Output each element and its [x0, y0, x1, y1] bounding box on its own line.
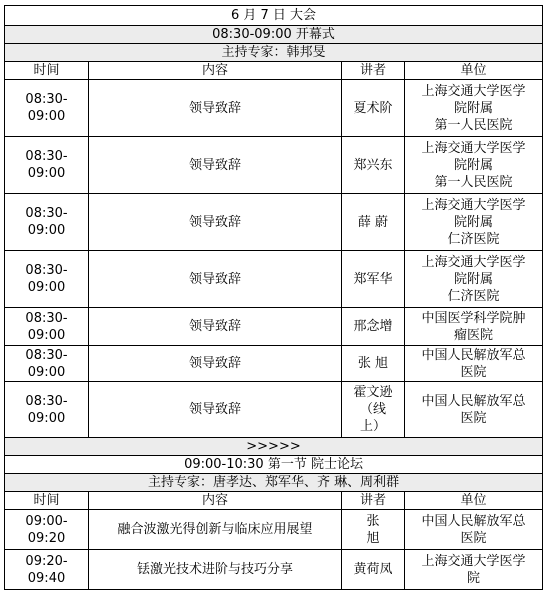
unit-line: 上海交通大学医学: [421, 553, 526, 569]
speaker-line: 旭: [366, 530, 380, 546]
header-time: 时间: [5, 492, 89, 510]
unit-line: 医院: [460, 364, 487, 380]
speaker-line: （线: [359, 402, 386, 417]
time-cell: [5, 137, 89, 194]
time-start: 08:30-: [25, 263, 68, 278]
unit-line: 院附属: [454, 100, 494, 116]
content-cell: 铥激光技术进阶与技巧分享: [89, 550, 342, 590]
speaker-cell: [342, 194, 405, 251]
table-row: [5, 251, 543, 308]
table-row: [5, 510, 543, 550]
header-time: 时间: [5, 62, 89, 80]
speaker-line: 张 旭: [357, 356, 389, 371]
time-start: 08:30-: [25, 206, 68, 221]
session2-time: 09:00-10:30 第一节 院士论坛: [5, 456, 543, 474]
content-cell: 融合波激光得创新与临床应用展望: [89, 510, 342, 550]
unit-line: 中国医学科学院肿: [421, 310, 526, 326]
unit-cell: [405, 137, 543, 194]
speaker-cell: [342, 308, 405, 346]
time-cell: [5, 346, 89, 382]
session1-rows: [5, 80, 543, 438]
session1-host: 主持专家：韩邦旻: [5, 44, 543, 62]
speaker-cell: [342, 137, 405, 194]
speaker-line: 黄荷凤: [353, 562, 393, 577]
table-row: [5, 194, 543, 251]
unit-cell: [405, 550, 543, 590]
speaker-cell: [342, 251, 405, 308]
table-row: [5, 80, 543, 137]
session1-time: 08:30-09:00 开幕式: [5, 26, 543, 44]
table-row: [5, 382, 543, 438]
speaker-line: 邢念增: [353, 319, 393, 334]
time-end: 09:00: [27, 223, 66, 238]
speaker-cell: [342, 382, 405, 438]
unit-cell: [405, 510, 543, 550]
time-cell: [5, 251, 89, 308]
time-end: 09:00: [27, 410, 66, 426]
speaker-line: 上）: [359, 419, 386, 434]
time-cell: [5, 382, 89, 438]
header-unit: 单位: [405, 492, 543, 510]
time-end: 09:40: [27, 570, 66, 586]
time-cell: [5, 550, 89, 590]
day-title: 6 月 7 日 大会: [5, 6, 543, 26]
unit-line: 上海交通大学医学: [421, 197, 526, 213]
table-row: [5, 137, 543, 194]
unit-cell: [405, 251, 543, 308]
table-row: [5, 308, 543, 346]
header-speaker: 讲者: [342, 62, 405, 80]
unit-line: 上海交通大学医学: [421, 254, 526, 270]
speaker-cell: [342, 510, 405, 550]
speaker-line: 郑兴东: [353, 157, 393, 173]
speaker-line: 薛 蔚: [357, 214, 389, 230]
time-end: 09:20: [27, 530, 66, 546]
session2-host: 主持专家：唐孝达、郑军华、齐 琳、周利群: [5, 474, 543, 492]
unit-cell: [405, 382, 543, 438]
time-end: 09:00: [27, 166, 66, 181]
unit-line: 医院: [460, 410, 487, 426]
table-row: [5, 550, 543, 590]
unit-line: 第一人民医院: [434, 117, 513, 133]
header-speaker: 讲者: [342, 492, 405, 510]
unit-line: 第一人民医院: [434, 174, 513, 190]
time-end: 09:00: [27, 280, 66, 295]
time-start: 08:30-: [25, 310, 68, 326]
speaker-line: 夏术阶: [353, 100, 393, 116]
header-content: 内容: [89, 492, 342, 510]
content-cell: 领导致辞: [89, 251, 342, 308]
content-cell: 领导致辞: [89, 137, 342, 194]
unit-line: 院附属: [454, 157, 494, 173]
unit-line: 中国人民解放军总: [421, 513, 526, 529]
speaker-cell: [342, 80, 405, 137]
time-start: 08:30-: [25, 393, 68, 409]
unit-line: 瘤医院: [454, 327, 494, 343]
header-content: 内容: [89, 62, 342, 80]
session2-rows: [5, 510, 543, 590]
time-end: 09:00: [27, 364, 66, 380]
unit-line: 仁济医院: [447, 288, 500, 304]
unit-cell: [405, 346, 543, 382]
time-end: 09:00: [27, 109, 66, 124]
unit-cell: [405, 80, 543, 137]
unit-line: 中国人民解放军总: [421, 347, 526, 363]
time-start: 08:30-: [25, 149, 68, 164]
time-end: 09:00: [27, 327, 66, 343]
unit-line: 院: [467, 570, 481, 586]
content-cell: 领导致辞: [89, 308, 342, 346]
speaker-line: 霍文逊: [353, 385, 393, 400]
content-cell: 领导致辞: [89, 346, 342, 382]
speaker-cell: [342, 346, 405, 382]
time-cell: [5, 308, 89, 346]
unit-line: 上海交通大学医学: [421, 83, 526, 99]
time-start: 08:30-: [25, 347, 68, 363]
content-cell: 领导致辞: [89, 194, 342, 251]
speaker-line: 张: [366, 513, 380, 529]
unit-line: 上海交通大学医学: [421, 140, 526, 156]
content-cell: 领导致辞: [89, 382, 342, 438]
unit-line: 院附属: [454, 214, 494, 230]
time-cell: [5, 510, 89, 550]
time-start: 08:30-: [25, 92, 68, 107]
unit-line: 院附属: [454, 271, 494, 287]
table-row: [5, 346, 543, 382]
unit-cell: [405, 308, 543, 346]
unit-line: 中国人民解放军总: [421, 393, 526, 409]
content-cell: 领导致辞: [89, 80, 342, 137]
unit-line: 医院: [460, 530, 487, 546]
speaker-cell: [342, 550, 405, 590]
time-start: 09:20-: [25, 553, 68, 569]
schedule-table: [4, 5, 543, 590]
unit-line: 仁济医院: [447, 231, 500, 247]
time-cell: [5, 80, 89, 137]
time-start: 09:00-: [25, 513, 68, 529]
speaker-line: 郑军华: [353, 271, 393, 287]
unit-cell: [405, 194, 543, 251]
time-cell: [5, 194, 89, 251]
header-unit: 单位: [405, 62, 543, 80]
separator: >>>>>: [5, 438, 543, 456]
